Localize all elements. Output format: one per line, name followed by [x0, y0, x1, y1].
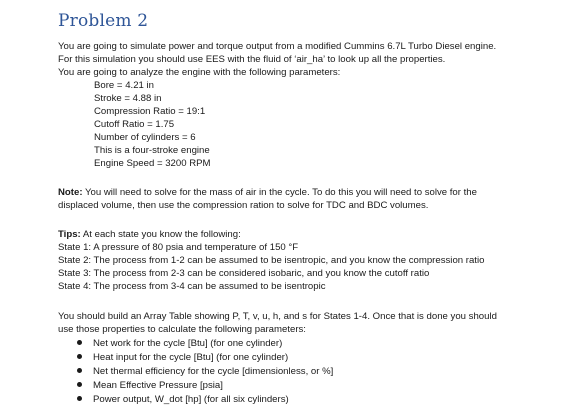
task-line-2: use those properties to calculate the following parameters: — [58, 324, 306, 335]
param-four-stroke: This is a four-stroke engine — [94, 145, 210, 156]
intro-line-3: You are going to analyze the engine with the following parameters: — [58, 67, 341, 78]
note-line-2: displaced volume, then use the compression ration to solve for TDC and BDC volumes. — [58, 200, 429, 211]
tips-state-2: State 2: The process from 1-2 can be assumed to be isentropic, and you know the compression ratio — [58, 255, 485, 266]
tips-label: Tips: — [58, 229, 81, 240]
tips-state-3: State 3: The process from 2-3 can be considered isobaric, and you know the cutoff ratio — [58, 268, 430, 279]
tips-state-1: State 1: A pressure of 80 psia and temperature of 150 °F — [58, 242, 299, 253]
intro-line-2: For this simulation you should use EES with the fluid of ‘air_ha’ to look up all the properties. — [58, 54, 446, 65]
bullet-text: Heat input for the cycle [Btu] (for one cylinder) — [93, 352, 289, 363]
list-item — [77, 393, 289, 406]
tips-state-4: State 4: The process from 3-4 can be assumed to be isentropic — [58, 281, 326, 292]
bullet-text: Net thermal efficiency for the cycle [dimensionless, or %] — [93, 366, 334, 377]
note-line-1 — [58, 186, 477, 199]
list-item — [77, 351, 288, 364]
intro-line-1: You are going to simulate power and torque output from a modified Cummins 6.7L Turbo Diesel engine. — [58, 41, 497, 52]
tips-text-1: At each state you know the following: — [80, 229, 241, 240]
list-item — [77, 365, 333, 378]
param-cylinders: Number of cylinders = 6 — [94, 132, 196, 143]
param-cutoff-ratio: Cutoff Ratio = 1.75 — [94, 119, 175, 130]
bullet-icon — [77, 382, 82, 387]
bullet-icon — [77, 340, 82, 345]
param-compression-ratio: Compression Ratio = 19:1 — [94, 106, 206, 117]
bullet-text: Mean Effective Pressure [psia] — [93, 380, 223, 391]
note-text-1: You will need to solve for the mass of air in the cycle. To do this you will need to solve for the — [82, 187, 477, 198]
bullet-icon — [77, 354, 82, 359]
param-stroke: Stroke = 4.88 in — [94, 93, 162, 104]
param-engine-speed: Engine Speed = 3200 RPM — [94, 158, 211, 169]
bullet-text: Power output, W_dot [hp] (for all six cylinders) — [93, 394, 289, 405]
bullet-text: Net work for the cycle [Btu] (for one cylinder) — [93, 338, 283, 349]
note-label: Note: — [58, 187, 83, 198]
task-line-1: You should build an Array Table showing P, T, v, u, h, and s for States 1-4. Once that is done you should — [58, 311, 497, 322]
problem-title: Problem 2 — [58, 11, 149, 31]
list-item — [77, 337, 282, 350]
bullet-icon — [77, 396, 82, 401]
bullet-icon — [77, 368, 82, 373]
tips-line-1 — [58, 228, 241, 241]
param-bore: Bore = 4.21 in — [94, 80, 155, 91]
list-item — [77, 379, 223, 392]
